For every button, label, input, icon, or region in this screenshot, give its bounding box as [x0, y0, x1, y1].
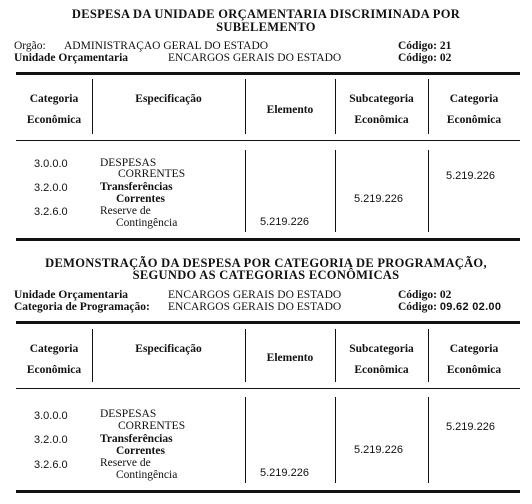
t2-hdr-elemento: Elemento — [266, 352, 314, 364]
t1-row2-code: 3.2.0.0 — [34, 182, 68, 194]
t2-row3-code: 3.2.6.0 — [34, 459, 68, 471]
t1-row3-code: 3.2.6.0 — [34, 206, 68, 218]
t1-row3-spec2: Contingência — [116, 217, 178, 229]
t1-hdr-categoria2-l2: Econômica — [446, 114, 502, 126]
t2-row2-code: 3.2.0.0 — [34, 434, 68, 446]
table2-top-rule — [16, 321, 520, 324]
t1-hdr-subcategoria-l2: Econômica — [354, 114, 409, 126]
t1-elemento-value: 5.219.226 — [260, 216, 309, 228]
table2-divider-1 — [92, 329, 93, 382]
t2-hdr-subcategoria-l2: Econômica — [354, 364, 409, 376]
table1-header-rule — [16, 140, 520, 141]
t1-hdr-categoria-l2: Econômica — [26, 114, 82, 126]
t1-subcategoria-value: 5.219.226 — [354, 193, 403, 205]
table1-top-rule — [16, 72, 520, 75]
t1-row1-code: 3.0.0.0 — [34, 158, 68, 170]
s2-unidade-value: ENCARGOS GERAIS DO ESTADO — [168, 289, 342, 301]
t1-hdr-categoria: Categoria — [29, 93, 79, 105]
table1-body-divider-3 — [335, 150, 336, 232]
table2-body-divider-4 — [428, 397, 429, 483]
t2-row2-spec2: Correntes — [116, 445, 165, 457]
table2-header-rule — [16, 388, 520, 389]
t2-hdr-especificacao: Especificação — [135, 343, 202, 355]
programacao-code: Código: 09.62 02.00 — [398, 301, 502, 313]
section1-title-line1: DESPESA DA UNIDADE ORÇAMENTARIA DISCRIMINADA POR — [71, 7, 461, 21]
t1-hdr-categoria2: Categoria — [449, 93, 499, 105]
t1-categoria-value: 5.219.226 — [446, 170, 495, 182]
t1-row1-spec2: CORRENTES — [118, 168, 186, 180]
unidade-label: Unidade Orçamentaria — [14, 52, 129, 64]
t2-row2-spec1: Transferências — [100, 433, 173, 445]
orgao-value: ADMINISTRAÇAO GERAL DO ESTADO — [64, 40, 269, 52]
t2-row3-spec1: Reserve de — [100, 457, 151, 469]
section2-title-line2: SEGUNDO AS CATEGORIAS ECONÔMICAS — [132, 268, 400, 282]
t2-hdr-subcategoria: Subcategoria — [349, 343, 414, 355]
programacao-label: Categoria de Programação: — [14, 301, 150, 313]
table1-divider-1 — [92, 79, 93, 134]
unidade-code: Código: 02 — [398, 52, 452, 64]
table1-body-divider-4 — [428, 150, 429, 232]
t2-elemento-value: 5.219.226 — [260, 467, 309, 479]
t2-hdr-categoria-l2: Econômica — [26, 364, 82, 376]
programacao-value: ENCARGOS GERAIS DO ESTADO — [168, 301, 342, 313]
section1-title-line2: SUBELEMENTO — [216, 20, 316, 34]
t1-hdr-especificacao: Especificação — [135, 93, 202, 105]
table2-body-divider-2 — [245, 397, 246, 483]
s2-unidade-code: Código: 02 — [398, 289, 452, 301]
section2-title-line1: DEMONSTRAÇÃO DA DESPESA POR CATEGORIA DE PROGRAMAÇÃO, — [45, 256, 487, 270]
t1-row2-spec1: Transferências — [100, 181, 173, 193]
t2-row1-spec2: CORRENTES — [118, 420, 186, 432]
t1-row3-spec1: Reserve de — [100, 205, 151, 217]
t2-categoria-value: 5.219.226 — [446, 421, 495, 433]
t2-hdr-categoria2-l2: Econômica — [446, 364, 502, 376]
t1-row2-spec2: Correntes — [116, 193, 165, 205]
orgao-code: Código: 21 — [398, 40, 452, 52]
t2-hdr-categoria: Categoria — [29, 343, 79, 355]
table1-body-divider-2 — [245, 150, 246, 232]
orgao-label: Orgão: — [14, 40, 46, 52]
unidade-value: ENCARGOS GERAIS DO ESTADO — [168, 52, 342, 64]
t2-row1-spec1: DESPESAS — [100, 408, 157, 420]
t2-hdr-categoria2: Categoria — [449, 343, 499, 355]
table2-body-divider-3 — [335, 397, 336, 483]
t1-hdr-subcategoria: Subcategoria — [349, 93, 414, 105]
t2-row3-spec2: Contingência — [116, 469, 178, 481]
t2-subcategoria-value: 5.219.226 — [354, 444, 403, 456]
table1-bottom-rule — [16, 238, 520, 241]
t2-row1-code: 3.0.0.0 — [34, 410, 68, 422]
table2-bottom-rule — [16, 490, 520, 493]
t1-hdr-elemento: Elemento — [266, 104, 314, 116]
s2-unidade-label: Unidade Orçamentaria — [14, 289, 129, 301]
t1-row1-spec1: DESPESAS — [100, 157, 157, 169]
